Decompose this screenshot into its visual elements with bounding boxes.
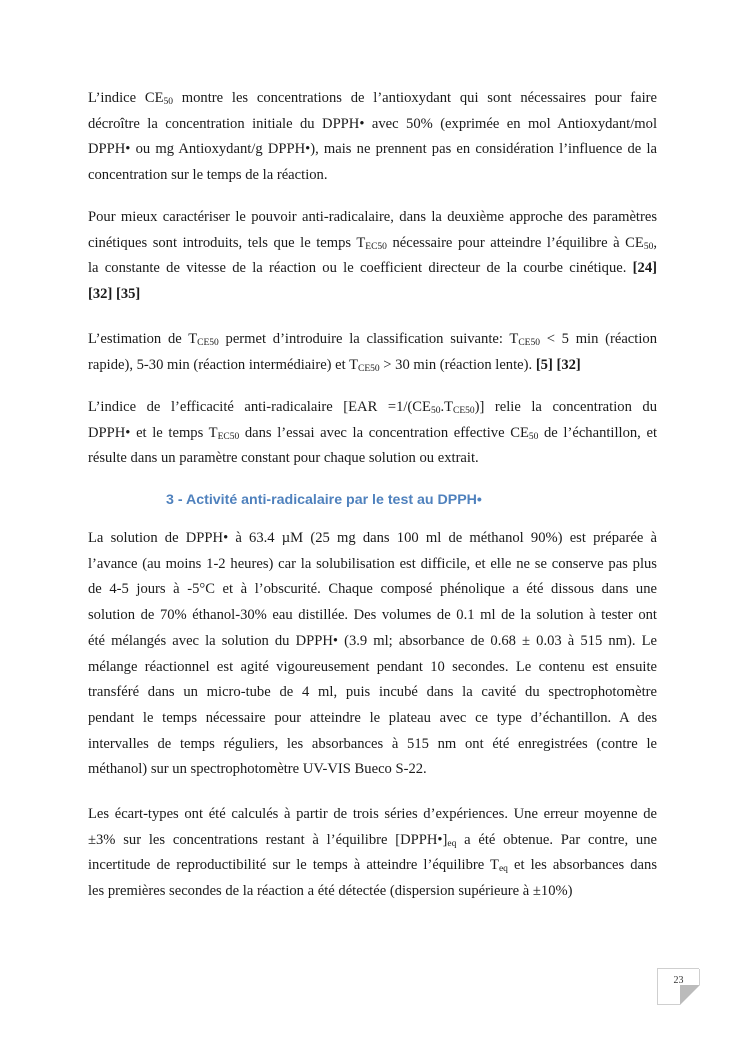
text-line xyxy=(88,655,657,681)
text-line xyxy=(88,353,657,379)
paragraph-kinetic-parameters xyxy=(88,205,657,308)
text-segment: DPPH• ou mg Antioxydant/g DPPH•), mais ne prennent pas en considération l’influence de la xyxy=(88,141,657,158)
text-segment: méthanol) sur un spectrophotomètre UV-VIS Bueco S-22. xyxy=(88,761,427,778)
text-line xyxy=(88,163,657,189)
text-segment: l’avance (au moins 1-2 heures) car la solubilisation est difficile, et elle ne se conserve pas plus xyxy=(88,555,657,572)
text-segment: pendant le temps nécessaire pour atteindre le plateau avec ce type d’échantillon. A des xyxy=(88,709,657,726)
text-segment: été mélangés avec la solution du DPPH• (3.9 ml; absorbance de 0.68 ± 0.03 à 515 nm). Le xyxy=(88,632,657,649)
text-line xyxy=(88,577,657,603)
text-line xyxy=(88,112,657,138)
text-segment: DPPH• et le temps T xyxy=(88,424,218,441)
text-segment: incertitude de reproductibilité sur le temps à atteindre l’équilibre T xyxy=(88,857,499,874)
subscript: eq xyxy=(498,864,508,875)
paragraph-tce50-classification xyxy=(88,327,657,378)
text-segment: L’indice CE xyxy=(88,90,164,106)
paragraph-standard-deviation xyxy=(88,802,657,905)
text-line xyxy=(88,86,657,112)
text-line xyxy=(88,629,657,655)
subscript: 50 xyxy=(430,406,441,416)
text-line xyxy=(88,205,657,231)
text-segment: la constante de vitesse de la réaction ou le coefficient directeur de la courbe cinétique. xyxy=(88,260,633,277)
paragraph-dpph-method xyxy=(88,526,657,783)
subscript: 50 xyxy=(528,431,539,442)
subscript: CE50 xyxy=(453,406,475,416)
text-segment: , xyxy=(653,234,657,251)
text-line xyxy=(88,828,657,854)
text-segment: et les absorbances dans xyxy=(507,857,658,874)
text-line xyxy=(88,680,657,706)
text-line xyxy=(88,802,657,828)
subscript: CE50 xyxy=(358,363,380,374)
page-number: 23 xyxy=(673,975,684,986)
text-segment: permet d’introduire la classification suivante: T xyxy=(218,331,519,347)
subscript: CE50 xyxy=(197,338,219,348)
text-segment: intervalles de temps réguliers, les absorbances à 515 nm ont été enregistrées (contre le xyxy=(88,735,657,752)
text-segment: nécessaire pour atteindre l’équilibre à CE xyxy=(386,234,644,251)
text-segment: de l’échantillon, et xyxy=(538,424,657,441)
text-segment: .T xyxy=(440,399,454,415)
section-heading: 3 - Activité anti-radicalaire par le test au DPPH• xyxy=(166,492,482,508)
subscript: 50 xyxy=(163,97,174,107)
text-segment: les premières secondes de la réaction a été détectée (dispersion supérieure à ±10%) xyxy=(88,883,573,900)
text-line xyxy=(88,231,657,257)
text-segment: cinétiques sont introduits, tels que le temps T xyxy=(88,234,366,251)
text-line xyxy=(88,853,657,879)
text-line xyxy=(88,137,657,163)
citation: [24] xyxy=(632,260,657,277)
text-segment: < 5 min (réaction xyxy=(539,331,657,347)
text-line xyxy=(88,327,657,353)
text-line xyxy=(88,446,657,472)
paragraph-ce50-definition xyxy=(88,86,657,189)
text-segment: Les écart-types ont été calculés à partir de trois séries d’expériences. Une erreur moyenne de xyxy=(88,806,657,822)
subscript: eq xyxy=(447,838,457,849)
text-segment: L’estimation de T xyxy=(88,331,198,347)
page-number-box xyxy=(657,968,699,1005)
text-segment: )] relie la concentration du xyxy=(474,399,657,415)
text-segment: L’indice de l’efficacité anti-radicalaire [EAR =1/(CE xyxy=(88,399,431,415)
citation: [32] [35] xyxy=(88,286,141,303)
text-segment: de 4-5 jours à -5°C et à l’obscurité. Chaque composé phénolique a été dissous dans une xyxy=(88,581,657,598)
text-line xyxy=(88,526,657,552)
citation: [5] [32] xyxy=(535,356,581,373)
text-segment: résulte dans un paramètre constant pour chaque solution ou extrait. xyxy=(88,450,479,467)
text-segment: a été obtenue. Par contre, une xyxy=(456,831,657,848)
text-segment: ±3% sur les concentrations restant à l’équilibre [DPPH•] xyxy=(88,831,448,848)
text-segment: solution de 70% éthanol-30% eau distillée. Des volumes de 0.1 ml de la solution à tester ont xyxy=(88,607,657,624)
text-segment: concentration sur le temps de la réaction. xyxy=(88,167,328,184)
text-line xyxy=(88,552,657,578)
subscript: 50 xyxy=(643,241,654,252)
text-segment: transféré dans un micro-tube de 4 ml, puis incubé dans la cavité du spectrophotomètre xyxy=(88,684,657,701)
text-line xyxy=(88,421,657,447)
text-line xyxy=(88,879,657,905)
text-segment: La solution de DPPH• à 63.4 µM (25 mg dans 100 ml de méthanol 90%) est préparée à xyxy=(88,530,657,546)
text-segment: dans l’essai avec la concentration effective CE xyxy=(239,424,529,441)
text-segment: décroître la concentration initiale du DPPH• avec 50% (exprimée en mol Antioxydant/mol xyxy=(88,115,657,132)
text-line xyxy=(88,706,657,732)
text-line xyxy=(88,282,657,308)
text-line xyxy=(88,732,657,758)
text-line xyxy=(88,603,657,629)
text-segment: montre les concentrations de l’antioxydant qui sont nécessaires pour faire xyxy=(173,90,658,106)
text-line xyxy=(88,256,657,282)
text-segment: rapide), 5-30 min (réaction intermédiaire) et T xyxy=(88,356,359,373)
subscript: EC50 xyxy=(365,241,387,252)
text-line xyxy=(88,395,657,421)
text-line xyxy=(88,757,657,783)
subscript: EC50 xyxy=(217,431,240,442)
subscript: CE50 xyxy=(518,338,540,348)
text-segment: > 30 min (réaction lente). xyxy=(379,356,536,373)
text-segment: Pour mieux caractériser le pouvoir anti-radicalaire, dans la deuxième approche des paramètres xyxy=(88,209,657,225)
text-segment: mélange réactionnel est agité vigoureusement pendant 10 secondes. Le contenu est ensuite xyxy=(88,658,657,675)
paragraph-ear-index xyxy=(88,395,657,472)
